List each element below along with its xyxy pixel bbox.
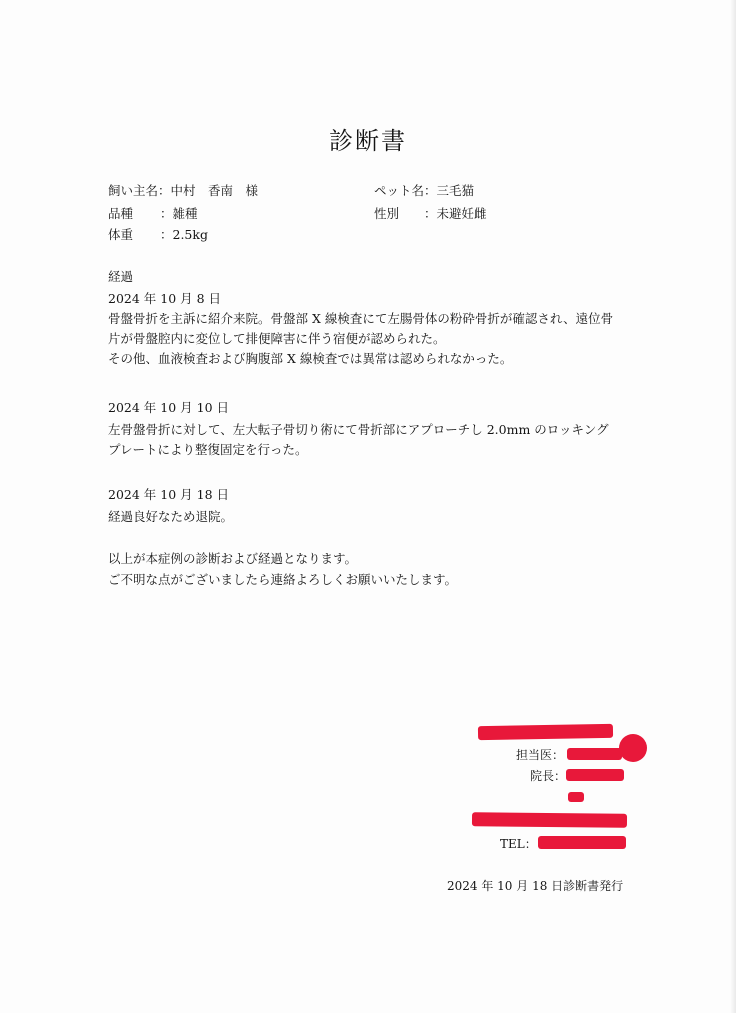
- redacted-doctor-name: [567, 748, 622, 760]
- closing-line: ご不明な点がございましたら連絡よろしくお願いいたします。: [108, 572, 458, 587]
- breed-label: 品種: [108, 206, 134, 221]
- director-label: 院長：: [530, 769, 567, 783]
- entry-line: その他、血液検査および胸腹部 X 線検査では異常は認められなかった。: [108, 351, 513, 366]
- sex-value: ：未避妊雌: [424, 206, 487, 221]
- issue-date: 2024 年 10 月 18 日診断書発行: [447, 879, 624, 893]
- redacted-clinic-name: [478, 724, 613, 740]
- entry-date: 2024 年 10 月 10 日: [108, 400, 229, 415]
- course-entry: [108, 485, 233, 527]
- redacted-address: [472, 812, 627, 828]
- course-entry: [108, 398, 609, 460]
- sex-label: 性別: [374, 206, 400, 221]
- sex-row: [374, 204, 487, 222]
- entry-line: 片が骨盤腔内に変位して排便障害に伴う宿便が認められた。: [108, 331, 446, 346]
- weight-label: 体重: [108, 227, 134, 242]
- entry-date: 2024 年 10 月 18 日: [108, 487, 229, 502]
- closing-line: 以上が本症例の診断および経過となります。: [108, 551, 358, 566]
- entry-line: 左骨盤骨折に対して、左大転子骨切り術にて骨折部にアプローチし 2.0mm のロッキング: [108, 422, 609, 437]
- pet-row: [374, 181, 474, 199]
- redacted-phone: [538, 836, 626, 849]
- course-entry: [108, 289, 613, 369]
- doctor-label: 担当医：: [516, 748, 565, 762]
- course-heading: 経過: [108, 269, 134, 284]
- owner-label: 飼い主名：: [108, 183, 171, 198]
- owner-row: [108, 181, 258, 199]
- document-title: 診断書: [329, 127, 407, 155]
- pet-name: 三毛猫: [436, 183, 475, 198]
- breed-row: [108, 204, 198, 222]
- entry-line: プレートにより整復固定を行った。: [108, 442, 308, 457]
- pet-label: ペット名：: [374, 183, 437, 198]
- hospital-seal: [619, 734, 647, 762]
- weight-row: [108, 225, 208, 243]
- entry-line: 骨盤骨折を主訴に紹介来院。骨盤部 X 線検査にて左腸骨体の粉砕骨折が確認され、遠位骨: [108, 311, 614, 326]
- closing-text: [108, 549, 457, 590]
- breed-value: ：雑種: [160, 206, 198, 221]
- redacted-mark: [568, 792, 584, 802]
- weight-value: ：2.5kg: [160, 227, 208, 242]
- tel-label: TEL：: [500, 837, 537, 851]
- entry-line: 経過良好なため退院。: [108, 509, 234, 524]
- owner-name: 中村 香南 様: [170, 183, 259, 198]
- entry-date: 2024 年 10 月 8 日: [108, 291, 222, 306]
- redacted-director-name: [566, 769, 624, 781]
